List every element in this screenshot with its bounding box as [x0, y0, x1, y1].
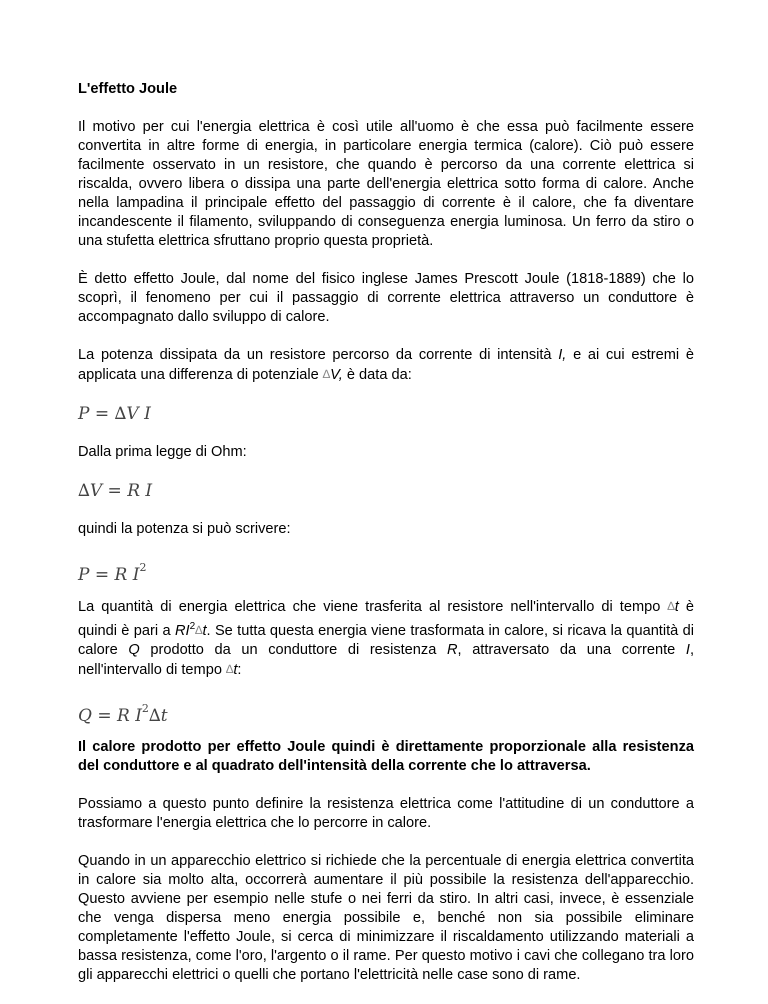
text-segment: è quindi è pari a — [78, 599, 695, 639]
formula-equals: = — [89, 565, 115, 585]
formula-equals: = — [91, 706, 117, 726]
formula-power-ri2 — [78, 558, 694, 585]
symbol-time: t — [233, 662, 238, 678]
delta-icon: ∆ — [195, 623, 203, 637]
paragraph-joule-definition: È detto effetto Joule, dal nome del fisico inglese James Prescott Joule (1818-1889) che lo scoprì, il fenomeno per cui il passaggio di corrente elettrica attraverso un conduttore è accompagnato dallo sviluppo di calore. — [78, 271, 694, 325]
formula-ohm — [78, 481, 694, 501]
document-page — [78, 80, 694, 1004]
document-title: L'effetto Joule — [78, 81, 178, 97]
text-segment: e ai cui estremi è applicata una differenza di potenziale — [78, 347, 694, 383]
formula-rhs: R I — [117, 706, 142, 726]
symbol-heat: Q — [128, 642, 140, 658]
paragraph-resistance-definition: Possiamo a questo punto definire la resistenza elettrica come l'attitudine di un conduttore a trasformare l'energia elettrica che lo percorre in calore. — [78, 796, 694, 831]
formula-exponent: 2 — [141, 702, 149, 715]
symbol-voltage: V, — [330, 367, 343, 383]
paragraph-ohm-law: Dalla prima legge di Ohm: — [78, 444, 247, 460]
paragraph-conclusion-bold: Il calore prodotto per effetto Joule quindi è direttamente proporzionale alla resistenza del conduttore e al quadrato dell'intensità della corrente che lo attraversa. — [78, 739, 694, 774]
formula-lhs: P — [78, 404, 90, 424]
delta-icon: ∆ — [226, 662, 234, 676]
symbol-resistance: R — [446, 642, 458, 658]
text-segment: , attraversato da una corrente — [457, 642, 686, 658]
paragraph-power — [78, 346, 694, 385]
symbol-current: I — [685, 642, 690, 658]
formula-lhs: Q — [78, 706, 92, 726]
formula-power — [78, 404, 694, 424]
delta-icon: ∆ — [667, 599, 675, 613]
formula-lhs: ∆V — [78, 481, 103, 501]
formula-equals: = — [102, 481, 128, 501]
paragraph-applications: Quando in un apparecchio elettrico si richiede che la percentuale di energia elettrica convertita in calore sia molto alta, occorrerà aumentare il più possibile la resistenza dell'apparecchio. Questo avviene per esempio nelle stufe o nei ferri da stiro. In altri casi, invece, è essenziale che venga dispersa meno energia possibile e, benché non sia possibile eliminare completamente l'effetto Joule, si cerca di minimizzare il riscaldamento utilizzando materiali a bassa resistenza, come l'oro, l'argento o il rame. Per questo motivo i cavi che collegano tra loro gli apparecchi elettrici o quelli che portano l'elettricità nelle case sono di rame. — [78, 853, 694, 983]
paragraph-energy — [78, 597, 694, 680]
symbol-current: I, — [558, 347, 567, 363]
text-segment: , nell'intervallo di tempo — [78, 642, 694, 678]
text-segment: La quantità di energia elettrica che viene trasferita al resistore nell'intervallo di tempo — [78, 599, 668, 615]
text-segment: La potenza dissipata da un resistore percorso da corrente di intensità — [78, 347, 559, 363]
formula-tail: ∆t — [148, 706, 168, 726]
symbol-ri: RI — [174, 623, 190, 639]
formula-exponent: 2 — [139, 561, 147, 574]
symbol-time: t — [202, 623, 207, 639]
formula-equals: = — [89, 404, 115, 424]
text-segment: prodotto da un conduttore di resistenza — [139, 642, 447, 658]
exponent: 2 — [189, 621, 196, 632]
paragraph-power-rewrite: quindi la potenza si può scrivere: — [78, 521, 291, 537]
paragraph-intro: Il motivo per cui l'energia elettrica è così utile all'uomo è che essa può facilmente essere convertita in altre forme di energia, in particolare energia termica (calore). Ciò può essere facilmente osservato in un resistore, che quando è percorso da una corrente elettrica si riscalda, ovvero libera o dissipa una parte dell'energia elettrica sotto forma di calore. Anche nella lampadina il principale effetto del passaggio di corrente è il calore, che fa diventare incandescente il filamento, sviluppando di conseguenza energia luminosa. Un ferro da stiro o una stufetta elettrica sfruttano proprio questa proprietà. — [78, 119, 694, 249]
text-segment: . Se tutta questa energia viene trasformata in calore, si ricava la quantità di calore — [78, 623, 694, 658]
text-segment: è data da: — [342, 367, 412, 383]
delta-icon: ∆ — [322, 367, 331, 381]
text-segment: : — [237, 662, 242, 678]
formula-rhs: R I — [114, 565, 140, 585]
formula-lhs: P — [78, 565, 90, 585]
formula-heat — [78, 699, 694, 726]
formula-rhs: R I — [127, 481, 153, 501]
symbol-time: t — [674, 599, 679, 615]
formula-rhs: ∆V I — [114, 404, 151, 424]
